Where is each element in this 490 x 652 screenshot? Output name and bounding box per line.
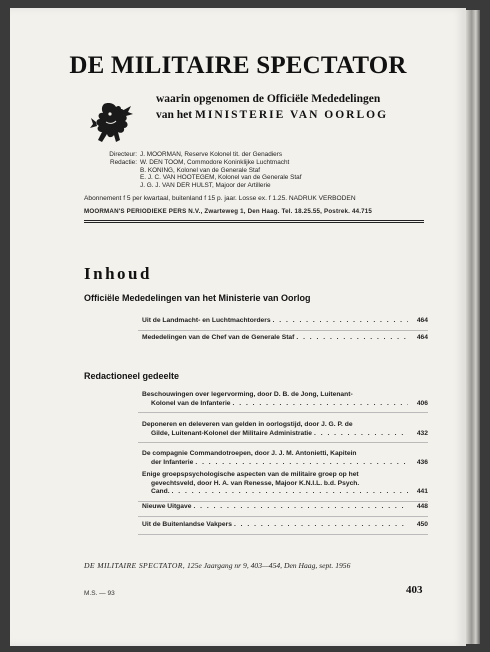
divider — [84, 220, 424, 221]
staff-row: B. KONING, Kolonel van de Generale Staf — [140, 166, 261, 174]
editorial-staff — [99, 151, 302, 190]
subtitle-line-2 — [156, 109, 388, 121]
toc-page-number: 441 — [416, 488, 428, 496]
toc-entry[interactable]: De compagnie Commandotroepen, door J. J. M. Antonietti, Kapitein der Infanterie . . . 436 — [142, 450, 428, 467]
page-number: 403 — [406, 584, 423, 596]
toc-entry[interactable]: Nieuwe Uitgave . . . 448 — [142, 503, 428, 512]
toc-entry[interactable]: Uit de Landmacht- en Luchtmachtorders . . . 464 — [142, 317, 428, 326]
masthead-title: DE MILITAIRE SPECTATOR — [69, 52, 407, 79]
toc-page-number: 436 — [416, 458, 428, 466]
toc-entry[interactable]: Mededelingen van de Chef van de Generale Staf . . . 464 — [142, 334, 428, 343]
staff-row: J. G. J. VAN DER HULST, Majoor der Artillerie — [140, 182, 271, 190]
subtitle-prefix: van het — [156, 109, 193, 121]
issue-footer — [84, 561, 350, 570]
page-stack-edge — [466, 10, 480, 644]
toc-entry[interactable]: Deponeren en deleveren van gelden in oorlogstijd, door J. G. P. de Gilde, Luitenant-Kolonel der Militaire Administratie . . . 432 — [142, 421, 428, 438]
toc-entry[interactable]: Uit de Buitenlandse Vakpers . . . 450 — [142, 521, 428, 530]
divider — [84, 222, 424, 223]
lion-emblem-icon — [90, 100, 134, 146]
contents-title: Inhoud — [84, 264, 152, 283]
toc-page-number: 450 — [416, 521, 428, 528]
subscription-info: Abonnement f 5 per kwartaal, buitenland f 15 p. jaar. Losse ex. f 1.25. NADRUK VERBODEN — [84, 195, 356, 202]
ms-label: M.S. — 93 — [84, 590, 115, 597]
document-page — [10, 8, 466, 646]
toc-entry[interactable]: Enige groepspsychologische aspecten van de militaire groep op het gevechtsveld, door H. A. van Renesse, Majoor K.N.I.L. b.d. Psych. Cand. . . . 441 — [142, 471, 428, 497]
toc-page-number: 448 — [416, 503, 428, 510]
toc-page-number: 406 — [416, 399, 428, 407]
section-heading-editorial: Redactioneel gedeelte — [84, 371, 180, 381]
subtitle-line-1: waarin opgenomen de Officiële Mededelingen — [156, 93, 381, 105]
toc-entry[interactable]: Beschouwingen over legervorming, door D. B. de Jong, Luitenant- Kolonel van de Infanterie . . . 406 — [142, 391, 428, 408]
staff-row: E. J. C. VAN HOOTEGEM, Kolonel van de Generale Staf — [140, 174, 302, 182]
issue-details: 125e Jaargang nr 9, 403—454, Den Haag, sept. 1956 — [187, 561, 351, 570]
toc-page-number: 464 — [416, 334, 428, 341]
staff-row: Directeur: J. MOORMAN, Reserve Kolonel tit. der Genadiers — [109, 151, 283, 158]
ministry-name: MINISTERIE VAN OORLOG — [194, 109, 389, 121]
journal-name: DE MILITAIRE SPECTATOR, — [84, 561, 186, 570]
toc-page-number: 464 — [416, 317, 428, 324]
staff-row: Redactie: W. DEN TOOM, Commodore Koninklijke Luchtmacht — [110, 158, 290, 166]
toc-page-number: 432 — [416, 429, 428, 437]
section-heading-official: Officiële Mededelingen van het Ministerie van Oorlog — [84, 293, 311, 303]
publisher-info: MOORMAN'S PERIODIEKE PERS N.V., Zwarteweg 1, Den Haag. Tel. 18.25.55, Postrek. 44.715 — [84, 208, 373, 215]
